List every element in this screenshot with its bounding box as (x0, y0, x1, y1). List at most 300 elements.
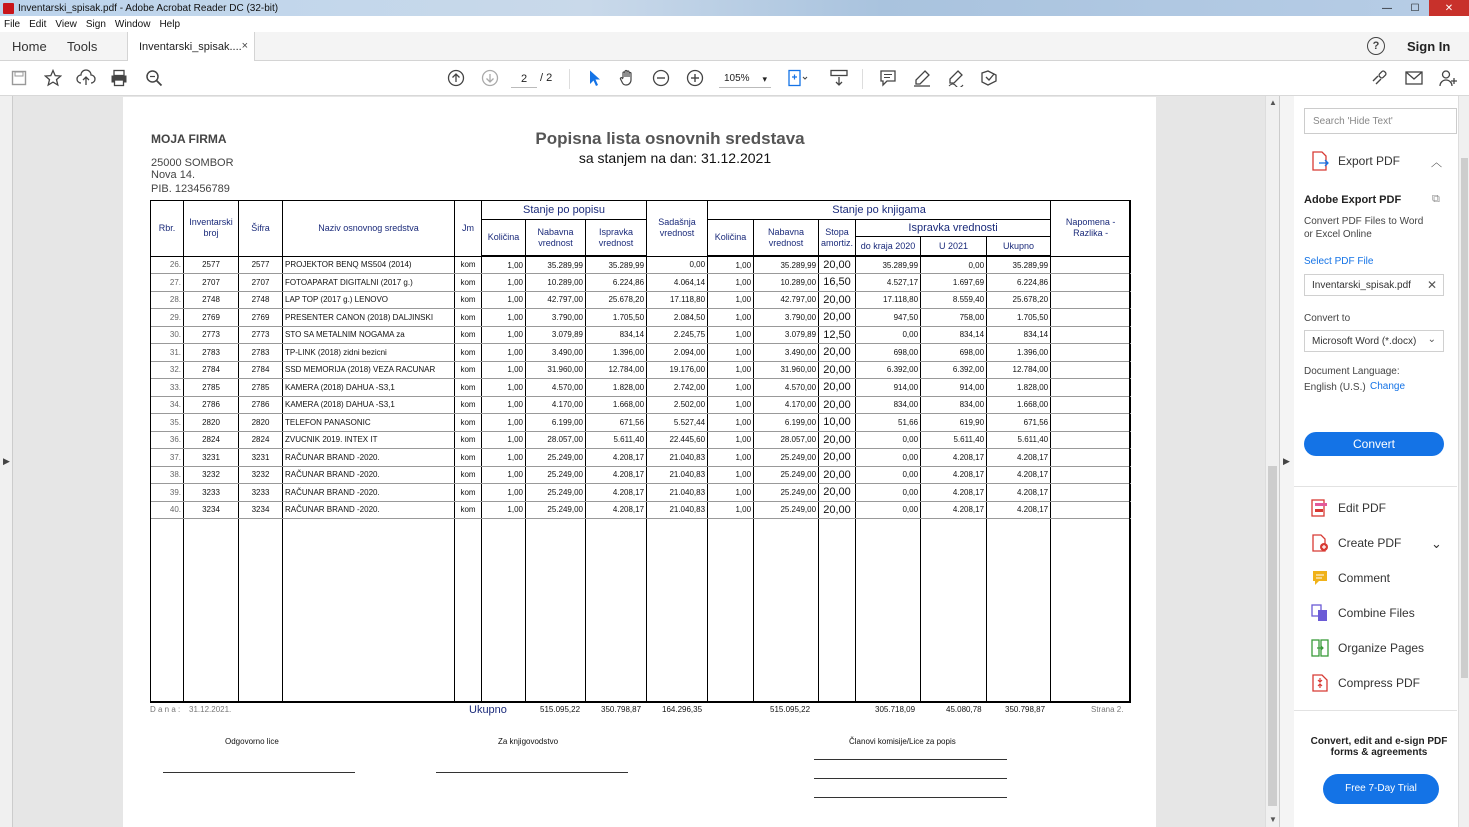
cell-rbr: 34. (151, 396, 184, 414)
comment-icon[interactable] (877, 67, 899, 89)
cell-jm: kom (455, 361, 482, 379)
scroll-up-icon[interactable]: ▲ (1269, 98, 1277, 107)
table-row (151, 431, 1131, 449)
cell-sifra: 3232 (239, 466, 283, 484)
cell-sadasnja: 2.502,00 (647, 396, 708, 414)
cell-ukupno: 4.208,17 (987, 484, 1051, 502)
cell-jm: kom (455, 326, 482, 344)
cell-do-kraja-2020: 4.527,17 (856, 274, 921, 292)
cell-sifra: 2769 (239, 309, 283, 327)
cell-ukupno: 1.396,00 (987, 344, 1051, 362)
header-stanje-po-popisu: Stanje po popisu (482, 201, 647, 220)
cell-ukupno: 1.668,00 (987, 396, 1051, 414)
cell-rbr: 33. (151, 379, 184, 397)
cell-naziv: SSD MEMORIJA (2018) VEZA RACUNAR (283, 361, 455, 379)
cell-kolicina-knjige: 1,00 (708, 379, 754, 397)
empty-cell (239, 519, 283, 702)
chevron-down-icon: ⌄ (1427, 334, 1436, 345)
cell-stopa: 20,00 (819, 309, 856, 327)
comment-tool[interactable] (1310, 568, 1390, 588)
cell-sadasnja: 21.040,83 (647, 466, 708, 484)
empty-cell (455, 519, 482, 702)
convert-to-select[interactable] (1304, 330, 1444, 352)
convert-button[interactable]: Convert (1304, 432, 1444, 456)
cell-sadasnja: 2.245,75 (647, 326, 708, 344)
zoom-in-icon[interactable] (684, 67, 706, 89)
promo-text: Convert, edit and e-sign PDF (1310, 736, 1448, 747)
cell-naziv: KAMERA (2018) DAHUA -S3,1 (283, 396, 455, 414)
cell-inventarski-broj: 2820 (184, 414, 239, 432)
create-pdf-tool[interactable] (1310, 533, 1401, 553)
cell-do-kraja-2020: 914,00 (856, 379, 921, 397)
menu-file[interactable]: File (4, 18, 21, 30)
table-row (151, 344, 1131, 362)
cell-stopa: 10,00 (819, 414, 856, 432)
free-trial-button[interactable]: Free 7-Day Trial (1323, 774, 1439, 804)
cell-kolicina-knjige: 1,00 (708, 484, 754, 502)
cell-nabavna-knjige: 3.079,89 (754, 326, 819, 344)
cell-jm: kom (455, 431, 482, 449)
scroll-down-icon[interactable]: ▼ (1269, 815, 1277, 824)
change-language-link[interactable]: Change (1370, 381, 1406, 392)
combine-files-tool[interactable] (1310, 603, 1415, 623)
cell-stopa: 20,00 (819, 396, 856, 414)
convert-to-label: Convert to (1304, 313, 1351, 324)
cell-do-kraja-2020: 0,00 (856, 484, 921, 502)
minimize-button[interactable]: — (1382, 2, 1392, 14)
bookmark-star-icon[interactable] (42, 67, 64, 89)
cell-nabavna: 4.570,00 (526, 379, 586, 397)
cell-nabavna: 25.249,00 (526, 449, 586, 467)
cell-inventarski-broj: 3234 (184, 501, 239, 519)
header-do-kraja-2020: do kraja 2020 (856, 237, 921, 255)
cell-ispravka: 4.208,17 (586, 484, 647, 502)
cell-u-2021: 758,00 (921, 309, 987, 327)
upload-icon[interactable] (75, 67, 97, 89)
cell-jm: kom (455, 466, 482, 484)
clear-file-icon[interactable]: ✕ (1426, 278, 1437, 292)
cell-napomena (1051, 431, 1131, 449)
table-empty-space (151, 519, 1131, 702)
cell-sifra: 2824 (239, 431, 283, 449)
cell-sifra: 2786 (239, 396, 283, 414)
document-scrollbar[interactable] (1265, 96, 1279, 827)
cell-nabavna-knjige: 25.249,00 (754, 484, 819, 502)
header-u-2021: U 2021 (921, 237, 987, 255)
compress-pdf-tool[interactable] (1310, 673, 1420, 693)
cell-kolicina: 1,00 (482, 379, 526, 397)
page-label: Strana 2. (1091, 705, 1124, 714)
tab-tools[interactable]: Tools (67, 39, 98, 54)
cell-nabavna-knjige: 10.289,00 (754, 274, 819, 292)
cell-kolicina: 1,00 (482, 256, 526, 274)
signature-line (436, 772, 628, 773)
cell-sadasnja: 21.040,83 (647, 449, 708, 467)
menu-edit[interactable]: Edit (29, 18, 47, 30)
cell-nabavna: 10.289,00 (526, 274, 586, 292)
cell-do-kraja-2020: 51,66 (856, 414, 921, 432)
edit-pdf-tool[interactable] (1310, 498, 1386, 518)
cell-napomena (1051, 361, 1131, 379)
cell-nabavna: 4.170,00 (526, 396, 586, 414)
cell-inventarski-broj: 2577 (184, 256, 239, 274)
cell-ispravka: 4.208,17 (586, 466, 647, 484)
cell-sadasnja: 2.742,00 (647, 379, 708, 397)
cell-nabavna-knjige: 42.797,00 (754, 291, 819, 309)
cell-stopa: 20,00 (819, 501, 856, 519)
cell-rbr: 30. (151, 326, 184, 344)
table-row (151, 274, 1131, 292)
cell-naziv: RAČUNAR BRAND -2020. (283, 466, 455, 484)
table-row (151, 501, 1131, 519)
right-panel-toggle[interactable] (1279, 96, 1294, 827)
cell-sifra: 2577 (239, 256, 283, 274)
cell-do-kraja-2020: 0,00 (856, 326, 921, 344)
total-sadasnja: 164.296,35 (662, 705, 703, 714)
total-label: Ukupno (469, 704, 507, 716)
signature-line (814, 778, 1007, 779)
cell-ukupno: 834,14 (987, 326, 1051, 344)
cell-kolicina: 1,00 (482, 466, 526, 484)
cell-napomena (1051, 414, 1131, 432)
cell-ukupno: 4.208,17 (987, 449, 1051, 467)
cell-nabavna-knjige: 31.960,00 (754, 361, 819, 379)
cell-rbr: 29. (151, 309, 184, 327)
cell-napomena (1051, 274, 1131, 292)
cell-ukupno: 5.611,40 (987, 431, 1051, 449)
window-controls (1373, 0, 1469, 16)
edit-pdf-label: Edit PDF (1338, 501, 1387, 515)
cell-jm: kom (455, 274, 482, 292)
cell-inventarski-broj: 2707 (184, 274, 239, 292)
more-tools-icon[interactable] (978, 67, 1000, 89)
cell-stopa: 20,00 (819, 466, 856, 484)
cell-do-kraja-2020: 834,00 (856, 396, 921, 414)
fit-page-icon[interactable] (787, 67, 809, 89)
cell-ispravka: 6.224,86 (586, 274, 647, 292)
scroll-mode-icon[interactable] (828, 67, 850, 89)
cell-do-kraja-2020: 947,50 (856, 309, 921, 327)
cell-kolicina: 1,00 (482, 274, 526, 292)
total-nabavna-knjige: 515.095,22 (770, 705, 811, 714)
table-row (151, 361, 1131, 379)
header-ispravka-vrednost: Ispravka vrednost (586, 220, 647, 257)
cell-jm: kom (455, 344, 482, 362)
cell-sadasnja: 19.176,00 (647, 361, 708, 379)
cell-nabavna: 31.960,00 (526, 361, 586, 379)
cell-sifra: 3234 (239, 501, 283, 519)
header-kolicina-knjige: Količina (708, 220, 754, 257)
cell-naziv: PROJEKTOR BENQ MS504 (2014) (283, 256, 455, 274)
cell-napomena (1051, 344, 1131, 362)
search-icon[interactable] (143, 67, 165, 89)
cell-napomena (1051, 396, 1131, 414)
empty-cell (526, 519, 586, 702)
cell-ukupno: 6.224,86 (987, 274, 1051, 292)
cell-napomena (1051, 484, 1131, 502)
table-row (151, 326, 1131, 344)
cell-naziv: STO SA METALNIM NOGAMA za (283, 326, 455, 344)
cell-jm: kom (455, 449, 482, 467)
table-row (151, 379, 1131, 397)
email-icon[interactable] (1403, 67, 1425, 89)
share-link-icon[interactable] (1369, 67, 1391, 89)
create-pdf-label: Create PDF (1338, 536, 1402, 550)
cell-nabavna: 25.249,00 (526, 501, 586, 519)
menu-help[interactable]: Help (159, 18, 181, 30)
cell-kolicina: 1,00 (482, 484, 526, 502)
cell-kolicina: 1,00 (482, 396, 526, 414)
organize-pages-tool[interactable] (1310, 638, 1424, 658)
cell-do-kraja-2020: 6.392,00 (856, 361, 921, 379)
cell-u-2021: 5.611,40 (921, 431, 987, 449)
copy-icon[interactable]: ⧉ (1432, 193, 1440, 205)
cell-inventarski-broj: 3233 (184, 484, 239, 502)
menu-view[interactable]: View (55, 18, 77, 30)
cell-naziv: PRESENTER CANON (2018) DALJINSKI (283, 309, 455, 327)
combine-files-label: Combine Files (1338, 606, 1415, 620)
header-nabavna-vrednost: Nabavna vrednost (526, 220, 586, 257)
cell-nabavna: 6.199,00 (526, 414, 586, 432)
tools-pane-scrollbar-thumb[interactable] (1461, 158, 1468, 678)
cell-sadasnja: 5.527,44 (647, 414, 708, 432)
empty-cell (184, 519, 239, 702)
cell-nabavna-knjige: 25.249,00 (754, 501, 819, 519)
empty-cell (1051, 519, 1131, 702)
table-row (151, 396, 1131, 414)
comment-tool-icon (1310, 568, 1330, 588)
cell-ukupno: 4.208,17 (987, 466, 1051, 484)
select-pdf-file-link[interactable]: Select PDF File (1304, 256, 1374, 267)
cell-sadasnja: 4.064,14 (647, 274, 708, 292)
collapse-right-icon: ▶ (1283, 456, 1290, 466)
cell-nabavna: 35.289,99 (526, 256, 586, 274)
help-icon[interactable]: ? (1367, 37, 1385, 55)
sign-icon[interactable] (945, 67, 967, 89)
cell-rbr: 26. (151, 256, 184, 274)
select-arrow-icon[interactable] (583, 67, 605, 89)
cell-kolicina-knjige: 1,00 (708, 274, 754, 292)
cell-jm: kom (455, 396, 482, 414)
export-pdf-icon (1310, 151, 1330, 171)
cell-sifra: 2707 (239, 274, 283, 292)
empty-cell (708, 519, 754, 702)
add-user-icon[interactable] (1437, 67, 1459, 89)
empty-cell (856, 519, 921, 702)
cell-inventarski-broj: 2773 (184, 326, 239, 344)
cell-u-2021: 4.208,17 (921, 449, 987, 467)
tab-document-label: Inventarski_spisak.... (139, 40, 242, 53)
panel-divider (1294, 486, 1457, 487)
table-row (151, 256, 1131, 274)
window-titlebar (0, 0, 1469, 16)
cell-rbr: 40. (151, 501, 184, 519)
chevron-up-icon[interactable]: ︿ (1431, 157, 1442, 169)
page-up-icon[interactable] (445, 67, 467, 89)
cell-ispravka: 4.208,17 (586, 501, 647, 519)
empty-cell (586, 519, 647, 702)
cell-u-2021: 698,00 (921, 344, 987, 362)
cell-u-2021: 834,14 (921, 326, 987, 344)
cell-kolicina-knjige: 1,00 (708, 431, 754, 449)
cell-ispravka: 35.289,99 (586, 256, 647, 274)
cell-sifra: 3233 (239, 484, 283, 502)
cell-sadasnja: 0,00 (647, 256, 708, 274)
cell-sifra: 2748 (239, 291, 283, 309)
menu-window[interactable]: Window (114, 18, 151, 30)
signature-label-komisija: Članovi komisije/Lice za popis (849, 737, 956, 746)
header-ispravka-vrednosti: Ispravka vrednosti (856, 220, 1050, 237)
panel-divider (1294, 710, 1457, 711)
cell-kolicina-knjige: 1,00 (708, 344, 754, 362)
cell-naziv: RAČUNAR BRAND -2020. (283, 501, 455, 519)
cell-kolicina-knjige: 1,00 (708, 501, 754, 519)
highlight-pen-icon[interactable] (911, 67, 933, 89)
inventory-rows (151, 256, 1131, 702)
tools-pane-scrollbar[interactable] (1458, 96, 1469, 827)
cell-nabavna-knjige: 3.790,00 (754, 309, 819, 327)
maximize-button[interactable]: ☐ (1410, 2, 1420, 14)
cell-ispravka: 834,14 (586, 326, 647, 344)
search-tools-input[interactable]: Search 'Hide Text' (1304, 108, 1457, 134)
adobe-export-desc: Convert PDF Files to Word (1304, 216, 1424, 227)
cell-kolicina-knjige: 1,00 (708, 414, 754, 432)
cell-napomena (1051, 256, 1131, 274)
signature-line (814, 759, 1007, 760)
cell-rbr: 28. (151, 291, 184, 309)
print-icon[interactable] (108, 67, 130, 89)
signature-label-odgovorno: Odgovorno lice (225, 737, 279, 746)
cell-inventarski-broj: 3231 (184, 449, 239, 467)
cell-kolicina: 1,00 (482, 309, 526, 327)
cell-kolicina-knjige: 1,00 (708, 326, 754, 344)
header-sifra: Šifra (239, 201, 283, 257)
cell-sifra: 2784 (239, 361, 283, 379)
firm-pib: PIB. 123456789 (151, 183, 230, 195)
cell-ispravka: 4.208,17 (586, 449, 647, 467)
tab-document[interactable] (127, 32, 255, 61)
cell-kolicina: 1,00 (482, 414, 526, 432)
document-title: Popisna lista osnovnih sredstava (535, 129, 805, 148)
cell-nabavna-knjige: 3.490,00 (754, 344, 819, 362)
export-pdf-tool[interactable] (1310, 151, 1400, 171)
toolbar-separator (569, 69, 570, 89)
cell-u-2021: 4.208,17 (921, 466, 987, 484)
cell-naziv: TP-LINK (2018) zidni bezicni (283, 344, 455, 362)
total-ukupno: 350.798,87 (1005, 705, 1046, 714)
cell-rbr: 39. (151, 484, 184, 502)
cell-inventarski-broj: 2783 (184, 344, 239, 362)
cell-stopa: 20,00 (819, 484, 856, 502)
toolbar (0, 61, 1469, 96)
tab-bar (0, 32, 1469, 61)
cell-inventarski-broj: 2824 (184, 431, 239, 449)
cell-ukupno: 1.705,50 (987, 309, 1051, 327)
compress-pdf-label: Compress PDF (1338, 676, 1421, 690)
cell-naziv: ZVUCNIK 2019. INTEX IT (283, 431, 455, 449)
empty-cell (819, 519, 856, 702)
zoom-out-icon[interactable] (650, 67, 672, 89)
cell-nabavna-knjige: 4.170,00 (754, 396, 819, 414)
table-row (151, 449, 1131, 467)
close-tab-icon[interactable]: × (241, 40, 248, 52)
cell-u-2021: 8.559,40 (921, 291, 987, 309)
chevron-down-icon[interactable]: ⌄ (1431, 536, 1442, 551)
total-u-2021: 45.080,78 (946, 705, 982, 714)
cell-naziv: KAMERA (2018) DAHUA -S3,1 (283, 379, 455, 397)
table-row (151, 309, 1131, 327)
page-number-input[interactable]: 2 (511, 70, 537, 88)
empty-cell (647, 519, 708, 702)
cell-stopa: 20,00 (819, 291, 856, 309)
scrollbar-thumb[interactable] (1268, 466, 1277, 806)
menu-sign[interactable]: Sign (85, 18, 106, 30)
document-language-label: Document Language: (1304, 366, 1400, 377)
zoom-level-select[interactable]: 105% ▾ (719, 70, 771, 88)
left-panel-toggle[interactable] (0, 96, 13, 827)
cell-u-2021: 6.392,00 (921, 361, 987, 379)
toolbar-separator (862, 69, 863, 89)
cell-nabavna: 42.797,00 (526, 291, 586, 309)
tools-pane (1294, 96, 1469, 827)
selected-file-field[interactable] (1304, 274, 1444, 296)
cell-ukupno: 4.208,17 (987, 501, 1051, 519)
page-down-icon[interactable] (479, 67, 501, 89)
cell-kolicina-knjige: 1,00 (708, 361, 754, 379)
header-naziv: Naziv osnovnog sredstva (283, 201, 455, 257)
organize-pages-icon (1310, 638, 1330, 658)
cell-kolicina-knjige: 1,00 (708, 396, 754, 414)
cell-stopa: 20,00 (819, 379, 856, 397)
cell-inventarski-broj: 3232 (184, 466, 239, 484)
tab-home[interactable]: Home (12, 39, 47, 54)
cell-napomena (1051, 501, 1131, 519)
firm-address-line: Nova 14. (151, 169, 196, 181)
signature-line (814, 797, 1007, 798)
cell-napomena (1051, 379, 1131, 397)
cell-jm: kom (455, 484, 482, 502)
cell-ukupno: 12.784,00 (987, 361, 1051, 379)
combine-files-icon (1310, 603, 1330, 623)
cell-naziv: LAP TOP (2017 g.) LENOVO (283, 291, 455, 309)
cell-sadasnja: 2.084,50 (647, 309, 708, 327)
cell-u-2021: 914,00 (921, 379, 987, 397)
empty-cell (283, 519, 455, 702)
header-rbr: Rbr. (151, 201, 184, 257)
cell-jm: kom (455, 379, 482, 397)
cell-sadasnja: 22.445,60 (647, 431, 708, 449)
total-do-kraja-2020: 305.718,09 (875, 705, 916, 714)
create-pdf-icon (1310, 533, 1330, 553)
cell-kolicina-knjige: 1,00 (708, 256, 754, 274)
hand-icon[interactable] (616, 67, 638, 89)
cell-nabavna-knjige: 6.199,00 (754, 414, 819, 432)
date-value: 31.12.2021. (189, 705, 232, 714)
save-icon[interactable] (8, 67, 30, 89)
cell-sifra: 3231 (239, 449, 283, 467)
cell-kolicina-knjige: 1,00 (708, 449, 754, 467)
menu-bar (0, 16, 1469, 32)
empty-cell (754, 519, 819, 702)
sign-in-button[interactable]: Sign In (1407, 39, 1451, 54)
close-window-button[interactable]: ✕ (1429, 0, 1469, 16)
cell-jm: kom (455, 256, 482, 274)
cell-napomena (1051, 326, 1131, 344)
cell-naziv: RAČUNAR BRAND -2020. (283, 484, 455, 502)
cell-kolicina: 1,00 (482, 431, 526, 449)
cell-ispravka: 1.396,00 (586, 344, 647, 362)
cell-nabavna: 28.057,00 (526, 431, 586, 449)
